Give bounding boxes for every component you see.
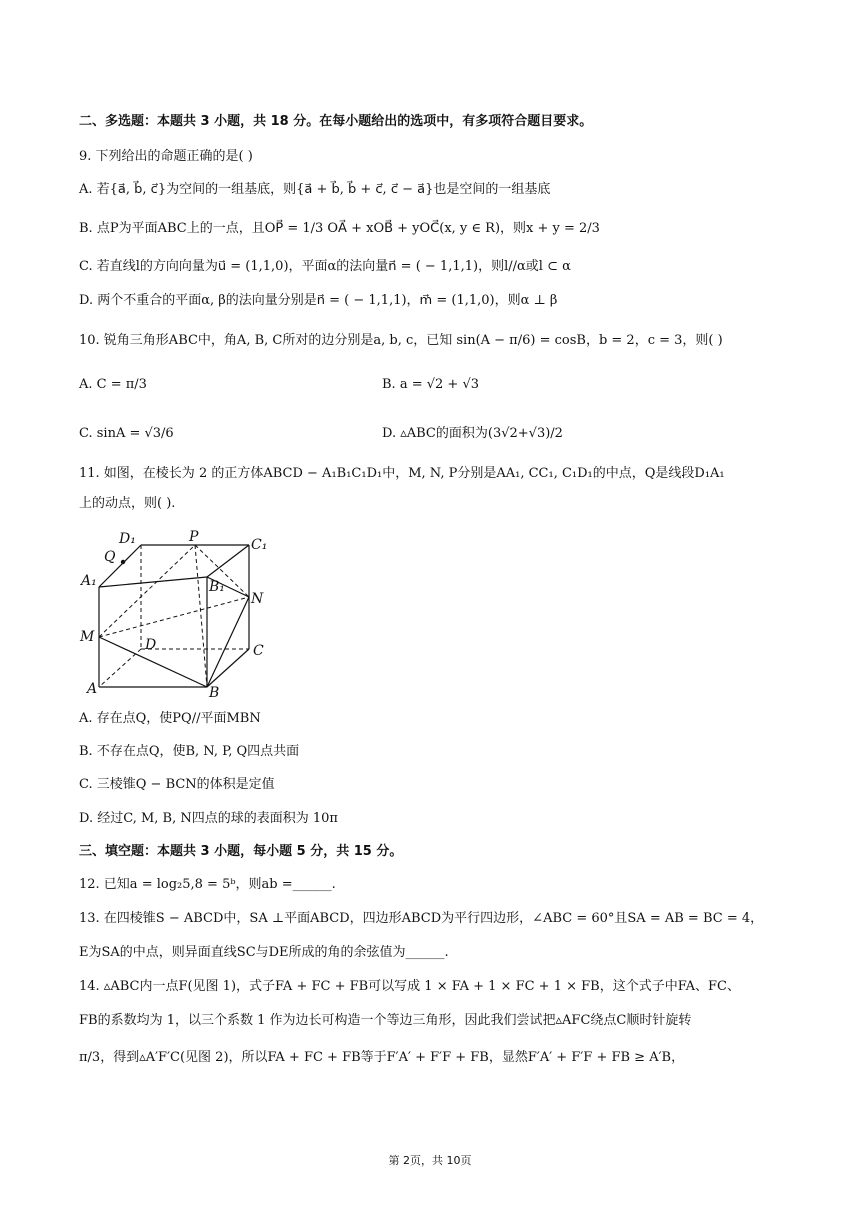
q11-stem-line-1: 11. 如图，在棱长为 2 的正方体ABCD − A₁B₁C₁D₁中，M, N, P分别是AA₁, CC₁, C₁D₁的中点，Q是线段D₁A₁: [79, 466, 725, 481]
q9-option-b: B. 点P为平面ABC上的一点，且OP⃗ = 1/3 OA⃗ + xOB⃗ + yOC⃗(x, y ∈ R)，则x + y = 2/3: [79, 221, 600, 236]
label-c1: C₁: [251, 537, 268, 553]
q9-option-c: C. 若直线l的方向向量为u⃗ = (1,1,0)，平面α的法向量n⃗ = ( − 1,1,1)，则l//α或l ⊂ α: [79, 259, 571, 274]
label-a: A: [87, 681, 98, 697]
q11-option-b: B. 不存在点Q，使B, N, P, Q四点共面: [79, 744, 300, 759]
q10-option-b: B. a = √2 + √3: [382, 377, 479, 392]
q10-stem: 10. 锐角三角形ABC中，角A, B, C所对的边分别是a, b, c，已知 sin(A − π/6) = cosB，b = 2，c = 3，则( ): [79, 333, 723, 348]
label-b: B: [209, 685, 220, 701]
hidden-edge-da: [99, 649, 141, 687]
line-bn: [207, 597, 249, 687]
label-d: D: [145, 637, 157, 653]
label-c: C: [253, 643, 264, 659]
q13-line-2: E为SA的中点，则异面直线SC与DE所成的角的余弦值为______.: [79, 945, 449, 960]
hidden-line-mn: [99, 597, 249, 637]
q11-stem-line-2: 上的动点，则( ).: [79, 496, 176, 511]
point-q-marker: [121, 560, 125, 564]
label-p: P: [189, 529, 199, 545]
q14-line-2: FB的系数均为 1，以三个系数 1 作为边长可构造一个等边三角形，因此我们尝试把▵AFC绕点C顺时针旋转: [79, 1013, 692, 1028]
q9-stem: 9. 下列给出的命题正确的是( ): [79, 149, 253, 164]
edge-c1b1: [207, 545, 249, 577]
label-q: Q: [104, 549, 116, 565]
section-2-heading: 二、多选题：本题共 3 小题，共 18 分。在每小题给出的选项中，有多项符合题目要求。: [79, 114, 593, 129]
q10-option-d: D. ▵ABC的面积为(3√2+√3)/2: [382, 426, 563, 441]
q13-line-1: 13. 在四棱锥S − ABCD中，SA ⊥平面ABCD，四边形ABCD为平行四边形，∠ABC = 60°且SA = AB = BC = 4，: [79, 911, 764, 926]
section-3-heading: 三、填空题：本题共 3 小题，每小题 5 分，共 15 分。: [79, 844, 403, 859]
q9-option-a: A. 若{a⃗, b⃗, c⃗}为空间的一组基底，则{a⃗ + b⃗, b⃗ + c⃗, c⃗ − a⃗}也是空间的一组基底: [79, 182, 551, 197]
label-n: N: [251, 591, 264, 607]
q11-option-d: D. 经过C, M, B, N四点的球的表面积为 10π: [79, 811, 338, 826]
q9-option-d: D. 两个不重合的平面α, β的法向量分别是n⃗ = ( − 1,1,1)，m⃗ = (1,1,0)，则α ⊥ β: [79, 293, 558, 308]
page-footer: 第 2页，共 10页: [388, 1154, 472, 1167]
q11-option-a: A. 存在点Q，使PQ//平面MBN: [79, 711, 261, 726]
q12-text: 12. 已知a = log₂5,8 = 5ᵇ，则ab =______.: [79, 877, 336, 892]
cube-figure: [79, 525, 279, 705]
label-b1: B₁: [209, 579, 225, 595]
label-d1: D₁: [119, 531, 136, 547]
q10-option-a: A. C = π/3: [79, 377, 147, 392]
hidden-line-pb: [195, 545, 207, 687]
q11-option-c: C. 三棱锥Q − BCN的体积是定值: [79, 777, 275, 792]
q10-option-c: C. sinA = √3/6: [79, 426, 174, 441]
edge-cb: [207, 649, 249, 687]
label-m: M: [80, 629, 95, 645]
q14-line-3: π/3，得到▵A′F′C(见图 2)，所以FA + FC + FB等于F′A′ + F′F + FB，显然F′A′ + F′F + FB ≥ A′B，: [79, 1050, 685, 1065]
q14-line-1: 14. ▵ABC内一点F(见图 1)，式子FA + FC + FB可以写成 1 × FA + 1 × FC + 1 × FB，这个式子中FA、FC、: [79, 979, 740, 994]
edge-a1b1: [99, 577, 207, 587]
label-a1: A₁: [81, 573, 97, 589]
